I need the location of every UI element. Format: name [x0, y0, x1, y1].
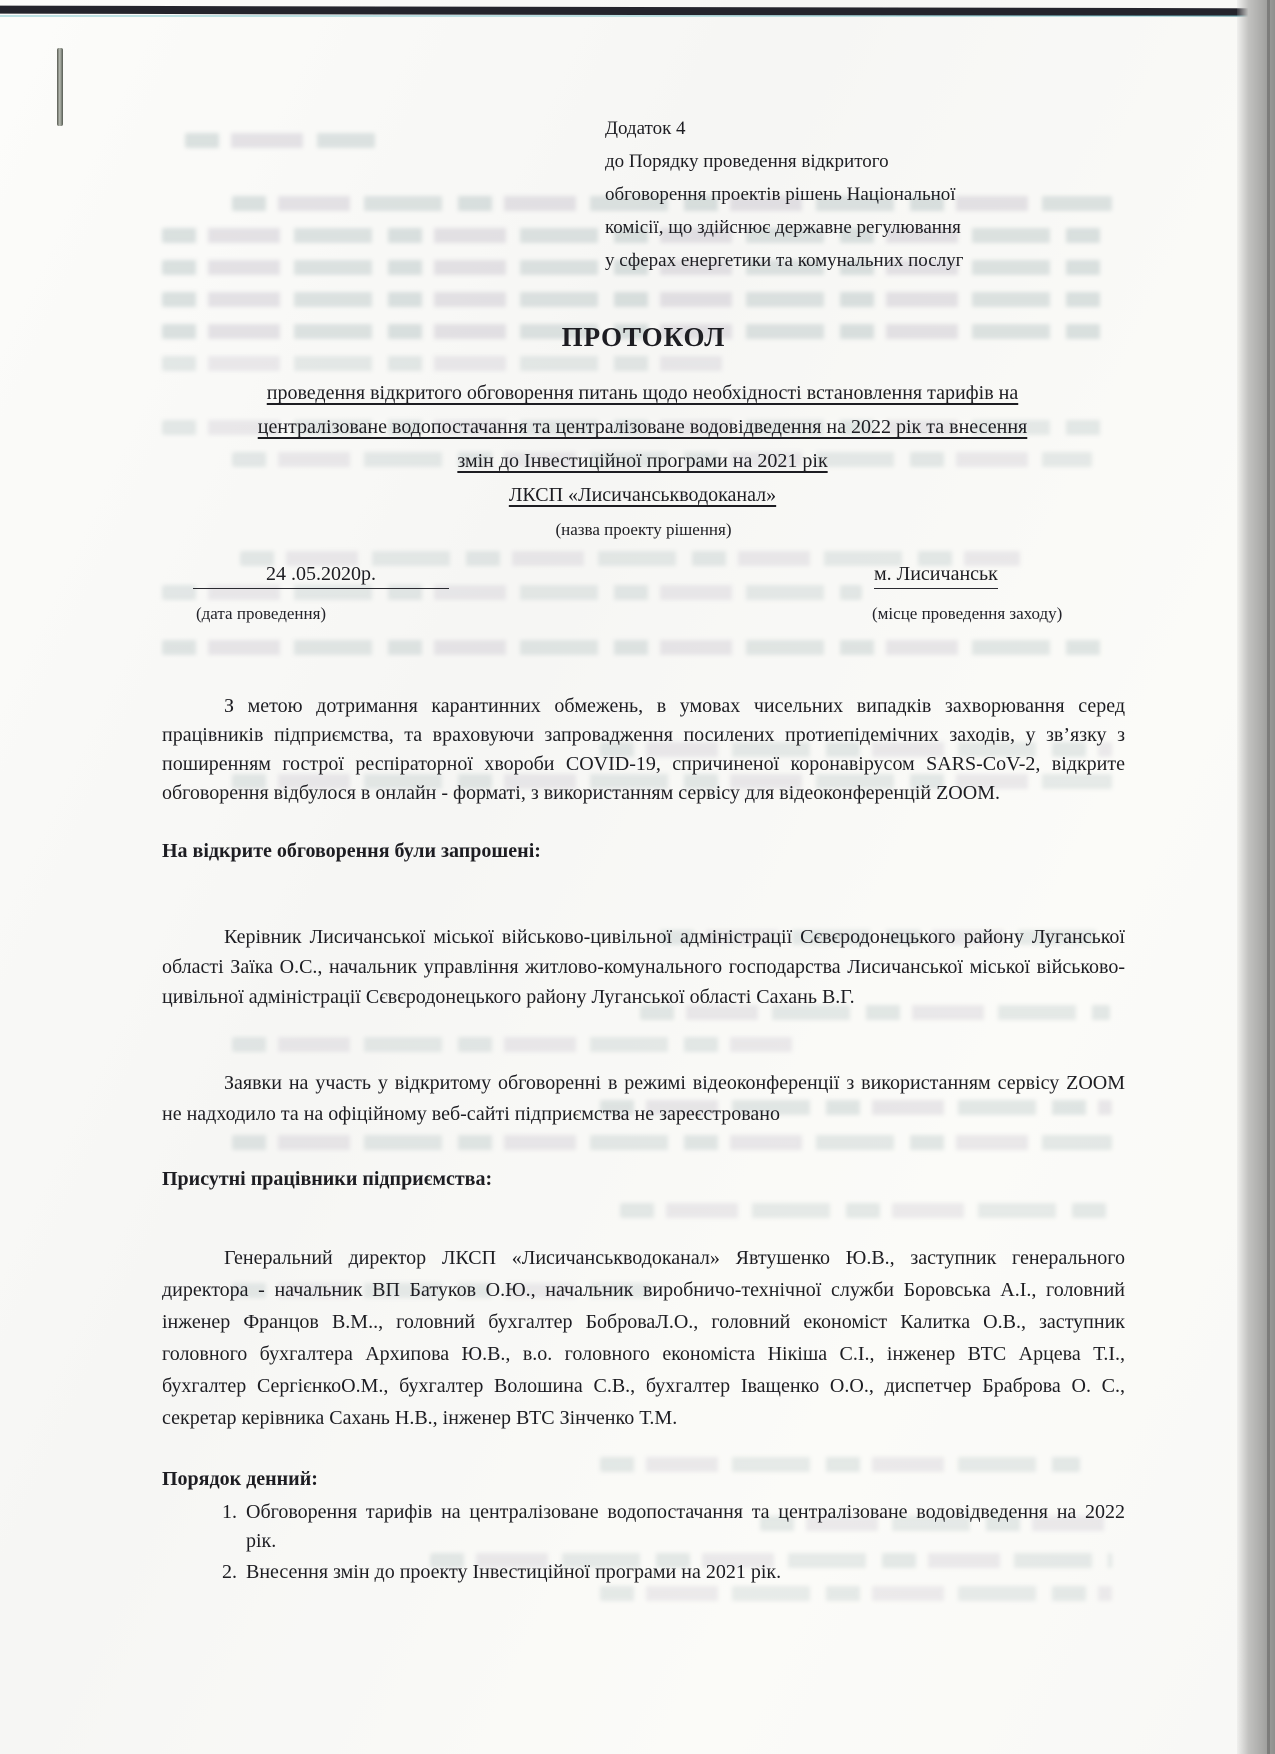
appendix-line: у сферах енергетики та комунальних послуг	[605, 250, 964, 271]
present-heading: Присутні працівники підприємства:	[162, 1168, 493, 1190]
bleedthrough-text-ghost	[600, 1457, 1080, 1472]
agenda-heading: Порядок денний:	[162, 1468, 318, 1490]
staple-mark	[57, 48, 63, 126]
agenda-item: 2. Внесення змін до проекту Інвестиційної програми на 2021 рік.	[242, 1558, 1125, 1587]
appendix-line: обговорення проектів рішень Національної	[605, 184, 956, 205]
bleedthrough-text-ghost	[232, 1037, 792, 1052]
event-place: м. Лисичанськ	[874, 563, 998, 589]
event-date: 24 .05.2020р.	[193, 563, 449, 589]
bleedthrough-text-ghost	[232, 1135, 1112, 1150]
subject-line: змін до Інвестиційної програми на 2021 рік	[457, 450, 828, 472]
applications-paragraph: Заявки на участь у відкритому обговоренні в режимі відеоконференції з використанням сервісу ZOOM не надходило та на офіційному веб-сайті підприємства не зареєстровано	[162, 1072, 1125, 1125]
appendix-line: комісії, що здійснює державне регулювання	[605, 217, 961, 238]
place-caption: (місце проведення заходу)	[872, 604, 1063, 623]
bleedthrough-text-ghost	[185, 133, 375, 148]
agenda-item: 1. Обговорення тарифів на централізоване водопостачання та централізоване водовідведення на 2022 рік.	[242, 1498, 1125, 1556]
scan-top-edge-highlight	[0, 15, 1275, 17]
bleedthrough-text-ghost	[162, 356, 722, 371]
scan-right-edge-line	[1267, 0, 1270, 1754]
document-subject	[150, 376, 1135, 512]
present-paragraph: Генеральний директор ЛКСП «Лисичанськводоканал» Явтушенко Ю.В., заступник генерального директора - начальник ВП Батуков О.Ю., начальник виробничо-технічної служби Боровська А.І., головний інженер Францов В.М.., головний бухгалтер БоброваЛ.О., головний економіст Калитка О.В., заступник головного бухгалтера Архипова Ю.В., в.о. головного економіста Нікіша С.І., інженер ВТС Арцева Т.І., бухгалтер СергієнкоО.М., бухгалтер Волошина С.В., бухгалтер Іващенко О.О., диспетчер Браброва О. С., секретар керівника Сахань Н.В., інженер ВТС Зінченко Т.М.	[162, 1247, 1125, 1429]
appendix-line: до Порядку проведення відкритого	[605, 151, 889, 172]
bleedthrough-text-ghost	[620, 1203, 1112, 1218]
subject-caption: (назва проекту рішення)	[555, 520, 732, 539]
intro-paragraph: З метою дотримання карантинних обмежень, в умовах чисельних випадків захворювання серед працівників підприємства, та враховуючи запровадження посилених протиепідемічних заходів, у зв’язку з поширенням гострої респіраторної хвороби COVID-19, спричиненої коронавірусом SARS-CoV-2, відкрите обговорення відбулося в онлайн - форматі, з використанням сервісу для відеоконференцій ZOOM.	[162, 695, 1125, 804]
date-caption: (дата проведення)	[196, 604, 327, 623]
company-name: ЛКСП «Лисичанськводоканал»	[508, 484, 777, 506]
subject-line: централізоване водопостачання та централізоване водовідведення на 2022 рік та внесення	[257, 416, 1028, 438]
bleedthrough-text-ghost	[162, 292, 1112, 307]
bleedthrough-text-ghost	[162, 640, 1112, 655]
agenda-list	[162, 1498, 1125, 1589]
invited-heading: На відкрите обговорення були запрошені:	[162, 840, 541, 862]
appendix-reference	[605, 112, 1135, 277]
invited-paragraph: Керівник Лисичанської міської військово-цивільної адміністрації Сєвєродонецького району Луганської області Заїка О.С., начальник управління житлово-комунального господарства Лисичанської міської військово-цивільної адміністрації Сєвєродонецького району Луганської області Сахань В.Г.	[162, 926, 1125, 1008]
document-title: ПРОТОКОЛ	[561, 322, 726, 352]
subject-line: проведення відкритого обговорення питань щодо необхідності встановлення тарифів на	[266, 382, 1019, 404]
appendix-line: Додаток 4	[605, 118, 686, 139]
